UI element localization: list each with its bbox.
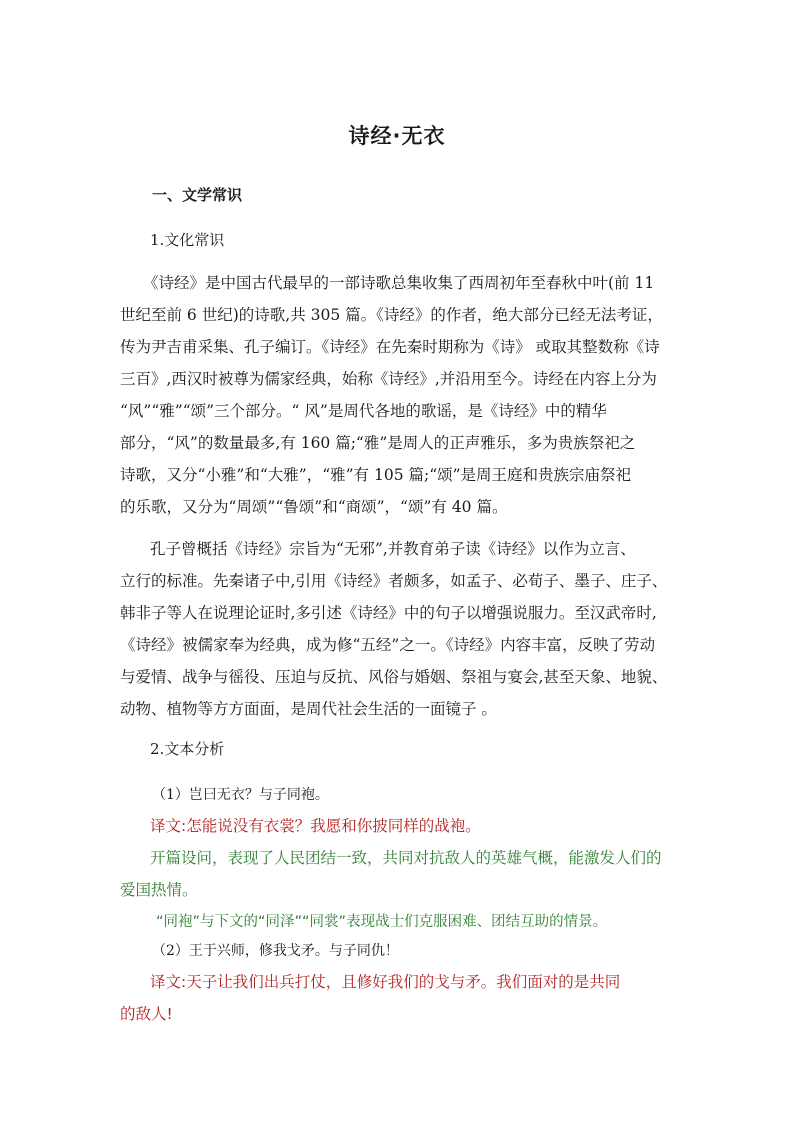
subheading-text-analysis: 2.文本分析 (150, 740, 225, 758)
poem-line-2: （2）王于兴师，修我戈矛。与子同仇！ (152, 943, 399, 959)
text-line: 部分，“风”的数量最多,有 160 篇;“雅”是周人的正声雅乐，多为贵族祭祀之 (120, 434, 636, 452)
translation-2-cont: 的敌人! (120, 1005, 173, 1023)
text-line: 世纪至前 6 世纪)的诗歌,共 305 篇。《诗经》的作者，绝大部分已经无法考证， (120, 306, 663, 324)
text-line: 立行的标准。先秦诸子中,引用《诗经》者颇多，如孟子、必荀子、墨子、庄子、 (120, 572, 668, 590)
text-line: 孔子曾概括《诗经》宗旨为“无邪”,并教育弟子读《诗经》以作为立言、 (150, 540, 636, 558)
text-line: 的乐歌，又分为“周颂”“鲁颂”和“商颂”，“颂”有 40 篇。 (120, 498, 508, 516)
text-line: 动物、植物等方方面面，是周代社会生活的一面镜子 。 (120, 700, 497, 718)
document-title: 诗经·无衣 (348, 124, 446, 148)
text-line: 三百》,西汉时被尊为儒家经典，始称《诗经》,并沿用至今。诗经在内容上分为 (120, 370, 657, 388)
translation-2: 译文:天子让我们出兵打仗，且修好我们的戈与矛。我们面对的是共同 (150, 973, 621, 991)
poem-line-1: （1）岂曰无衣？与子同袍。 (152, 787, 329, 803)
text-line: 与爱情、战争与徭役、压迫与反抗、风俗与婚姻、祭祖与宴会,甚至天象、地貌、 (120, 668, 668, 686)
translation-1: 译文:怎能说没有衣裳？我愿和你披同样的战袍。 (150, 817, 481, 835)
analysis-line: 开篇设问，表现了人民团结一致，共同对抗敌人的英雄气概，能激发人们的 (150, 849, 662, 867)
text-line: 《诗经》是中国古代最早的一部诗歌总集收集了西周初年至春秋中叶(前 11 (143, 274, 655, 292)
text-line: “风”“雅”“颂”三个部分。“ 风”是周代各地的歌谣，是《诗经》中的精华 (120, 402, 607, 420)
text-line: 传为尹吉甫采集、孔子编订。《诗经》在先秦时期称为《诗》 或取其整数称《诗 (120, 338, 660, 356)
section-heading: 一、文学常识 (152, 186, 243, 204)
text-line: 《诗经》被儒家奉为经典，成为修“五经”之一。《诗经》内容丰富，反映了劳动 (120, 636, 656, 654)
analysis-line: 爱国热情。 (120, 881, 198, 899)
text-line: 诗歌，又分“小雅”和“大雅”，“雅”有 105 篇;“颂”是周王庭和贵族宗庙祭祀 (120, 466, 632, 484)
subheading-culture: 1.文化常识 (150, 231, 225, 249)
analysis-note: “同袍”与下文的“同泽”“同裳”表现战士们克服困难、团结互助的情景。 (156, 914, 608, 930)
text-line: 韩非子等人在说理论证时,多引述《诗经》中的句子以增强说服力。至汉武帝时, (120, 604, 657, 622)
